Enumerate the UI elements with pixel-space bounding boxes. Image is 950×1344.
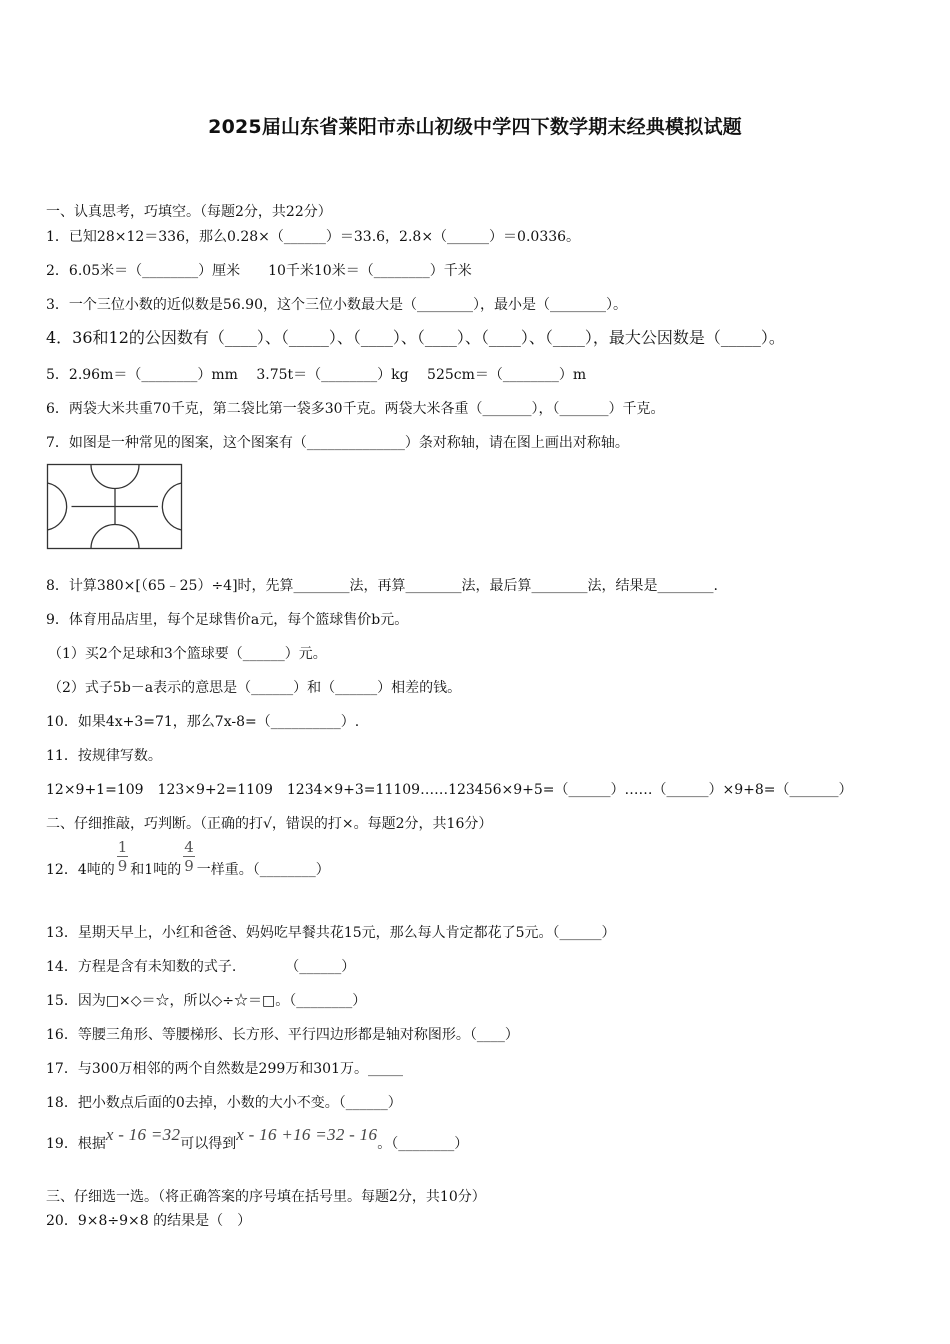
question-19-text-b: 可以得到	[180, 1136, 237, 1152]
question-1: 1．已知28×12＝336，那么0.28×（______）＝33.6，2.8×（______）＝0.0336。	[46, 229, 581, 245]
question-11-sequence: 12×9+1=109 123×9+2=1109 1234×9+3=11109……123456×9+5=（______）……（______）×9+8=（_______）	[46, 782, 853, 798]
fraction-four-ninths: $\frac{4}{9}$	[184, 838, 194, 875]
question-11: 11．按规律写数。	[46, 748, 162, 764]
question-12-text-b: 和1吨的	[130, 861, 182, 878]
section-1-heading: 一、认真思考，巧填空。（每题2分，共22分）	[46, 204, 332, 220]
question-19-text-c: 。（________）	[377, 1136, 469, 1152]
question-14: 14．方程是含有未知数的式子. （______）	[46, 959, 356, 975]
fraction-one-ninth: $\frac{1}{9}$	[117, 838, 128, 875]
question-6: 6．两袋大米共重70千克，第二袋比第一袋多30千克。两袋大米各重（_______），（_______）千克。	[46, 401, 665, 417]
question-16: 16．等腰三角形、等腰梯形、长方形、平行四边形都是轴对称图形。（____）	[46, 1027, 519, 1043]
question-13: 13．星期天早上，小红和爸爸、妈妈吃早餐共花15元，那么每人肯定都花了5元。（______）	[46, 925, 616, 941]
question-4: 4．36和12的公因数有（____）、（_____）、（____）、（____）、（____）、（____），最大公因数是（_____）。	[46, 328, 785, 347]
question-10: 10．如果4x+3=71，那么7x-8=（__________）.	[46, 714, 360, 730]
question-12-text-a: 12．4吨的	[46, 861, 115, 878]
question-20: 20．9×8÷9×8 的结果是（ ）	[46, 1213, 252, 1229]
question-19-text-a: 19．根据	[46, 1136, 106, 1152]
question-9: 9．体育用品店里，每个足球售价a元，每个篮球售价b元。	[46, 612, 409, 628]
question-2: 2．6.05米＝（________）厘米 10千米10米＝（________）千米	[46, 263, 472, 279]
question-15: 15．因为□×◇＝☆，所以◇÷☆＝□。（________）	[46, 993, 367, 1009]
section-2-heading: 二、仔细推敲，巧判断。（正确的打√，错误的打×。每题2分，共16分）	[46, 816, 493, 832]
equation-x-minus-16: x - 16 =32	[105, 1125, 181, 1144]
question-17: 17．与300万相邻的两个自然数是299万和301万。_____	[46, 1061, 403, 1077]
page-title: 2025届山东省莱阳市赤山初级中学四下数学期末经典模拟试题	[208, 116, 742, 138]
question-8: 8．计算380×[（65﹣25）÷4]时，先算________法，再算________法，最后算________法，结果是________.	[46, 578, 718, 594]
question-9-part-1: （1）买2个足球和3个篮球要（______）元。	[48, 646, 327, 662]
question-19	[46, 1125, 469, 1153]
question-12-text-c: 一样重。（________）	[196, 861, 330, 878]
question-12	[46, 838, 330, 878]
section-3-heading: 三、仔细选一选。（将正确答案的序号填在括号里。每题2分，共10分）	[46, 1189, 486, 1205]
question-18: 18．把小数点后面的0去掉，小数的大小不变。（______）	[46, 1095, 402, 1111]
question-5: 5．2.96m＝（________）mm 3.75t＝（________）kg 525cm＝（________）m	[46, 367, 587, 383]
question-7: 7．如图是一种常见的图案，这个图案有（______________）条对称轴，请在图上画出对称轴。	[46, 435, 629, 451]
question-3: 3．一个三位小数的近似数是56.90，这个三位小数最大是（________），最小是（________）。	[46, 297, 627, 313]
equation-transformed: x - 16 +16 =32 - 16	[236, 1125, 378, 1144]
question-9-part-2: （2）式子5b－a表示的意思是（______）和（______）相差的钱。	[48, 680, 462, 696]
symmetry-pattern-figure	[46, 463, 184, 551]
